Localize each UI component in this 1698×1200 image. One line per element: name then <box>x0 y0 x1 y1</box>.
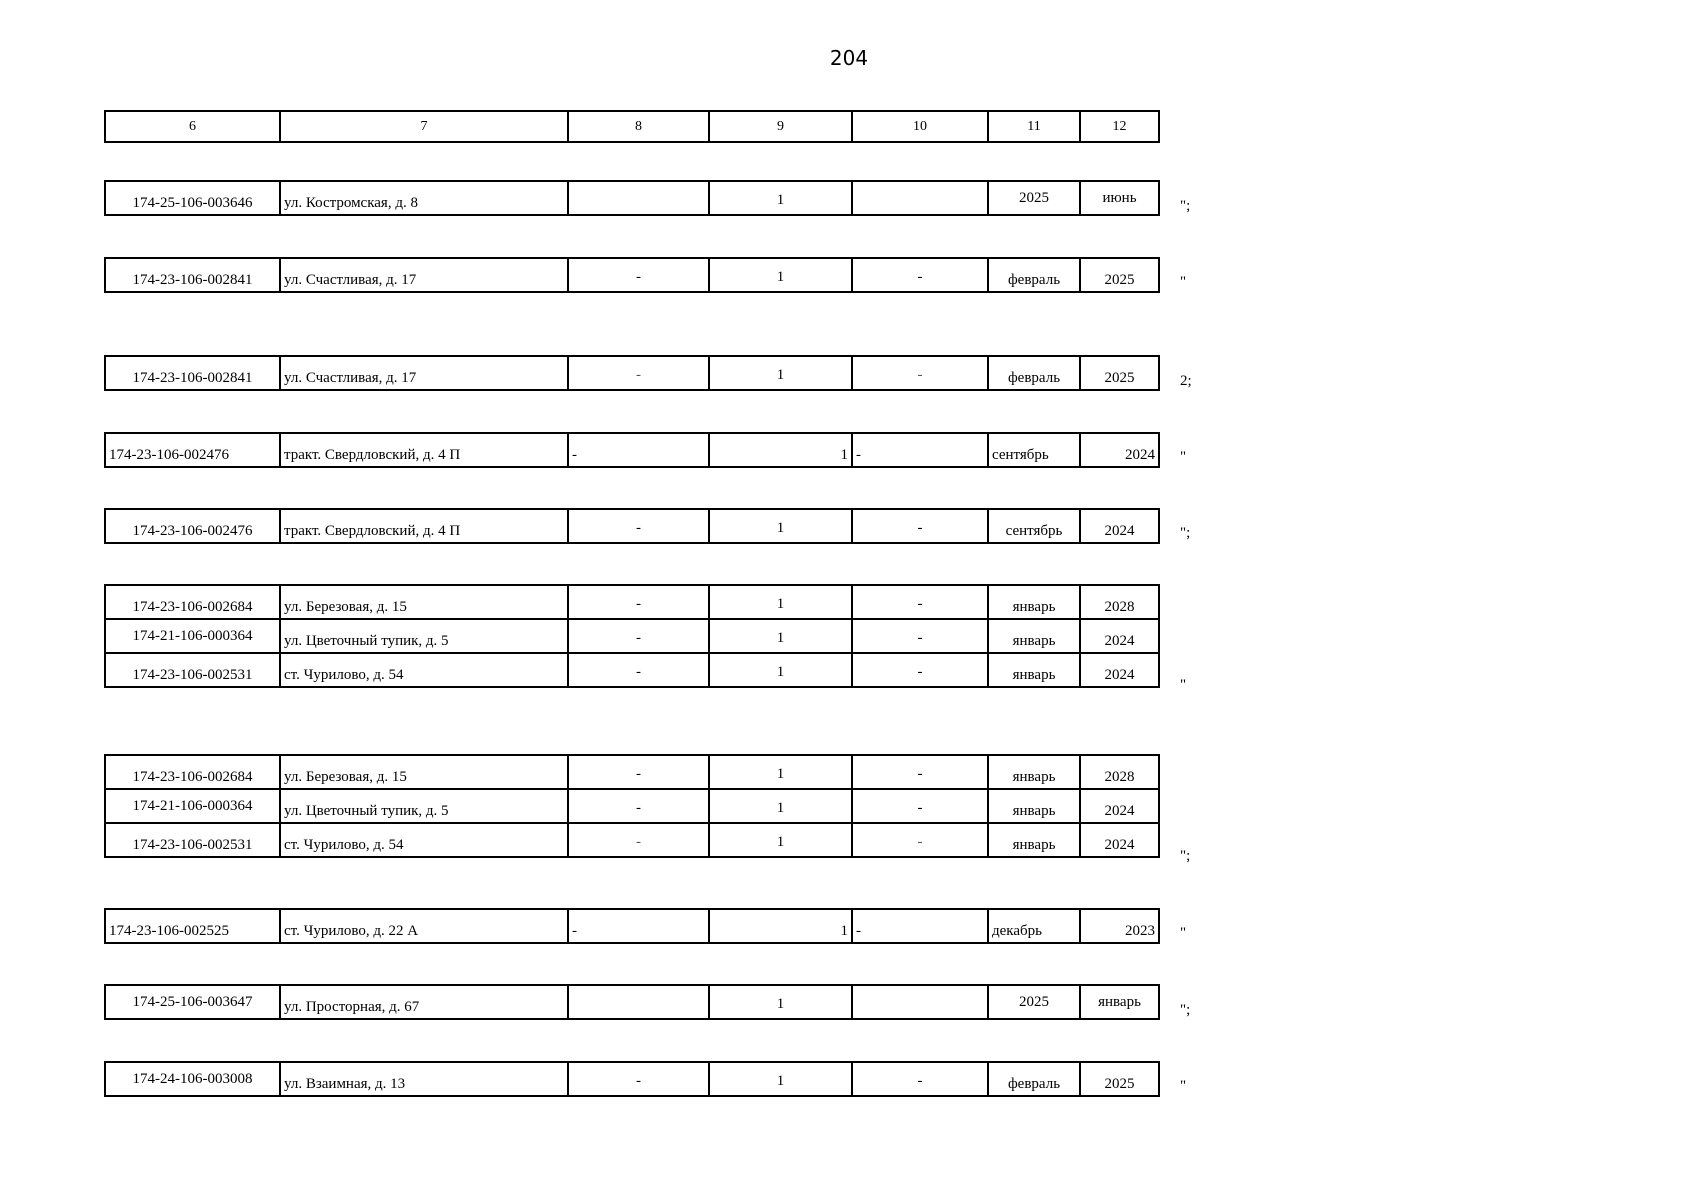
col-11-value: январь <box>988 585 1080 619</box>
table-row <box>105 909 1159 943</box>
record-block <box>104 984 1160 1020</box>
record-block <box>104 508 1160 544</box>
col-8-value <box>568 985 709 1019</box>
object-address: ул. Костромская, д. 8 <box>280 181 568 215</box>
record-block <box>104 355 1160 391</box>
col-10-value: - <box>852 909 988 943</box>
col-9-value: 1 <box>709 755 852 789</box>
object-address: ул. Счастливая, д. 17 <box>280 258 568 292</box>
table-row <box>105 258 1159 292</box>
col-9-value: 1 <box>709 433 852 467</box>
object-address: ул. Цветочный тупик, д. 5 <box>280 619 568 653</box>
col-12-value: январь <box>1080 985 1159 1019</box>
col-12-value: июнь <box>1080 181 1159 215</box>
object-address: ул. Просторная, д. 67 <box>280 985 568 1019</box>
object-code: 174-23-106-002476 <box>105 433 280 467</box>
col-8-value: - <box>568 619 709 653</box>
object-address: ул. Березовая, д. 15 <box>280 755 568 789</box>
row-trail-mark: "; <box>1180 198 1191 214</box>
col-10-value <box>852 985 988 1019</box>
header-col-11: 11 <box>988 111 1080 142</box>
record-block <box>104 754 1160 858</box>
object-code: 174-23-106-002531 <box>105 653 280 687</box>
object-code: 174-23-106-002476 <box>105 509 280 543</box>
col-9-value: 1 <box>709 258 852 292</box>
col-8-value: - <box>568 356 709 390</box>
col-9-value: 1 <box>709 181 852 215</box>
col-10-value: - <box>852 755 988 789</box>
col-10-value: - <box>852 356 988 390</box>
col-8-value: - <box>568 433 709 467</box>
col-11-value: декабрь <box>988 909 1080 943</box>
object-address: тракт. Свердловский, д. 4 П <box>280 509 568 543</box>
col-8-value: - <box>568 755 709 789</box>
row-trail-mark: "; <box>1180 525 1191 541</box>
col-8-value: - <box>568 823 709 857</box>
table-row <box>105 619 1159 653</box>
header-col-12: 12 <box>1080 111 1159 142</box>
record-block <box>104 257 1160 293</box>
table-row <box>105 433 1159 467</box>
object-code: 174-23-106-002525 <box>105 909 280 943</box>
table-row <box>105 755 1159 789</box>
col-10-value: - <box>852 653 988 687</box>
col-10-value: - <box>852 789 988 823</box>
object-code: 174-23-106-002684 <box>105 585 280 619</box>
col-10-value: - <box>852 258 988 292</box>
row-trail-mark: " <box>1180 1078 1187 1094</box>
col-9-value: 1 <box>709 823 852 857</box>
col-10-value: - <box>852 1062 988 1096</box>
col-8-value: - <box>568 653 709 687</box>
object-address: ул. Взаимная, д. 13 <box>280 1062 568 1096</box>
col-12-value: 2024 <box>1080 509 1159 543</box>
col-12-value: 2024 <box>1080 789 1159 823</box>
col-8-value: - <box>568 258 709 292</box>
object-address: ст. Чурилово, д. 54 <box>280 823 568 857</box>
object-code: 174-21-106-000364 <box>105 619 280 653</box>
object-address: ст. Чурилово, д. 22 А <box>280 909 568 943</box>
col-12-value: 2025 <box>1080 258 1159 292</box>
col-11-value: январь <box>988 789 1080 823</box>
table-row <box>105 789 1159 823</box>
table-row <box>105 1062 1159 1096</box>
table-row <box>105 181 1159 215</box>
col-9-value: 1 <box>709 1062 852 1096</box>
object-code: 174-21-106-000364 <box>105 789 280 823</box>
table-row <box>105 653 1159 687</box>
col-9-value: 1 <box>709 509 852 543</box>
col-8-value: - <box>568 1062 709 1096</box>
col-11-value: сентябрь <box>988 433 1080 467</box>
object-code: 174-23-106-002841 <box>105 356 280 390</box>
col-10-value: - <box>852 509 988 543</box>
col-11-value: январь <box>988 653 1080 687</box>
row-trail-mark: " <box>1180 925 1187 941</box>
col-10-value <box>852 181 988 215</box>
header-col-7: 7 <box>280 111 568 142</box>
table-row <box>105 585 1159 619</box>
col-11-value: 2025 <box>988 181 1080 215</box>
row-trail-mark: "; <box>1180 1002 1191 1018</box>
col-12-value: 2024 <box>1080 433 1159 467</box>
col-12-value: 2024 <box>1080 653 1159 687</box>
col-11-value: январь <box>988 619 1080 653</box>
object-code: 174-23-106-002684 <box>105 755 280 789</box>
col-12-value: 2025 <box>1080 356 1159 390</box>
col-12-value: 2028 <box>1080 755 1159 789</box>
column-header-table <box>104 110 1160 143</box>
table-row <box>105 985 1159 1019</box>
table-row <box>105 823 1159 857</box>
col-11-value: сентябрь <box>988 509 1080 543</box>
col-11-value: январь <box>988 755 1080 789</box>
col-10-value: - <box>852 823 988 857</box>
col-9-value: 1 <box>709 653 852 687</box>
object-code: 174-23-106-002531 <box>105 823 280 857</box>
header-col-10: 10 <box>852 111 988 142</box>
col-12-value: 2028 <box>1080 585 1159 619</box>
col-10-value: - <box>852 433 988 467</box>
object-address: ул. Березовая, д. 15 <box>280 585 568 619</box>
table-row <box>105 509 1159 543</box>
object-code: 174-25-106-003646 <box>105 181 280 215</box>
col-9-value: 1 <box>709 619 852 653</box>
col-8-value: - <box>568 909 709 943</box>
col-12-value: 2024 <box>1080 823 1159 857</box>
col-12-value: 2023 <box>1080 909 1159 943</box>
object-code: 174-23-106-002841 <box>105 258 280 292</box>
col-12-value: 2025 <box>1080 1062 1159 1096</box>
object-code: 174-25-106-003647 <box>105 985 280 1019</box>
col-11-value: февраль <box>988 258 1080 292</box>
object-address: ул. Счастливая, д. 17 <box>280 356 568 390</box>
col-8-value: - <box>568 509 709 543</box>
col-11-value: февраль <box>988 1062 1080 1096</box>
page-number: 204 <box>829 46 869 70</box>
row-trail-mark: 2; <box>1180 373 1192 389</box>
header-col-8: 8 <box>568 111 709 142</box>
table-row <box>105 356 1159 390</box>
record-block <box>104 1061 1160 1097</box>
col-9-value: 1 <box>709 789 852 823</box>
col-10-value: - <box>852 619 988 653</box>
col-11-value: февраль <box>988 356 1080 390</box>
col-8-value: - <box>568 789 709 823</box>
record-block <box>104 180 1160 216</box>
row-trail-mark: " <box>1180 677 1187 693</box>
record-block <box>104 908 1160 944</box>
col-9-value: 1 <box>709 985 852 1019</box>
col-11-value: 2025 <box>988 985 1080 1019</box>
col-8-value <box>568 181 709 215</box>
col-12-value: 2024 <box>1080 619 1159 653</box>
header-row <box>105 111 1159 142</box>
header-col-9: 9 <box>709 111 852 142</box>
object-address: ст. Чурилово, д. 54 <box>280 653 568 687</box>
object-address: тракт. Свердловский, д. 4 П <box>280 433 568 467</box>
row-trail-mark: "; <box>1180 848 1191 864</box>
row-trail-mark: " <box>1180 274 1187 290</box>
row-trail-mark: " <box>1180 449 1187 465</box>
record-block <box>104 584 1160 688</box>
object-address: ул. Цветочный тупик, д. 5 <box>280 789 568 823</box>
col-11-value: январь <box>988 823 1080 857</box>
col-9-value: 1 <box>709 909 852 943</box>
header-col-6: 6 <box>105 111 280 142</box>
col-8-value: - <box>568 585 709 619</box>
object-code: 174-24-106-003008 <box>105 1062 280 1096</box>
col-9-value: 1 <box>709 356 852 390</box>
record-block <box>104 432 1160 468</box>
col-9-value: 1 <box>709 585 852 619</box>
col-10-value: - <box>852 585 988 619</box>
